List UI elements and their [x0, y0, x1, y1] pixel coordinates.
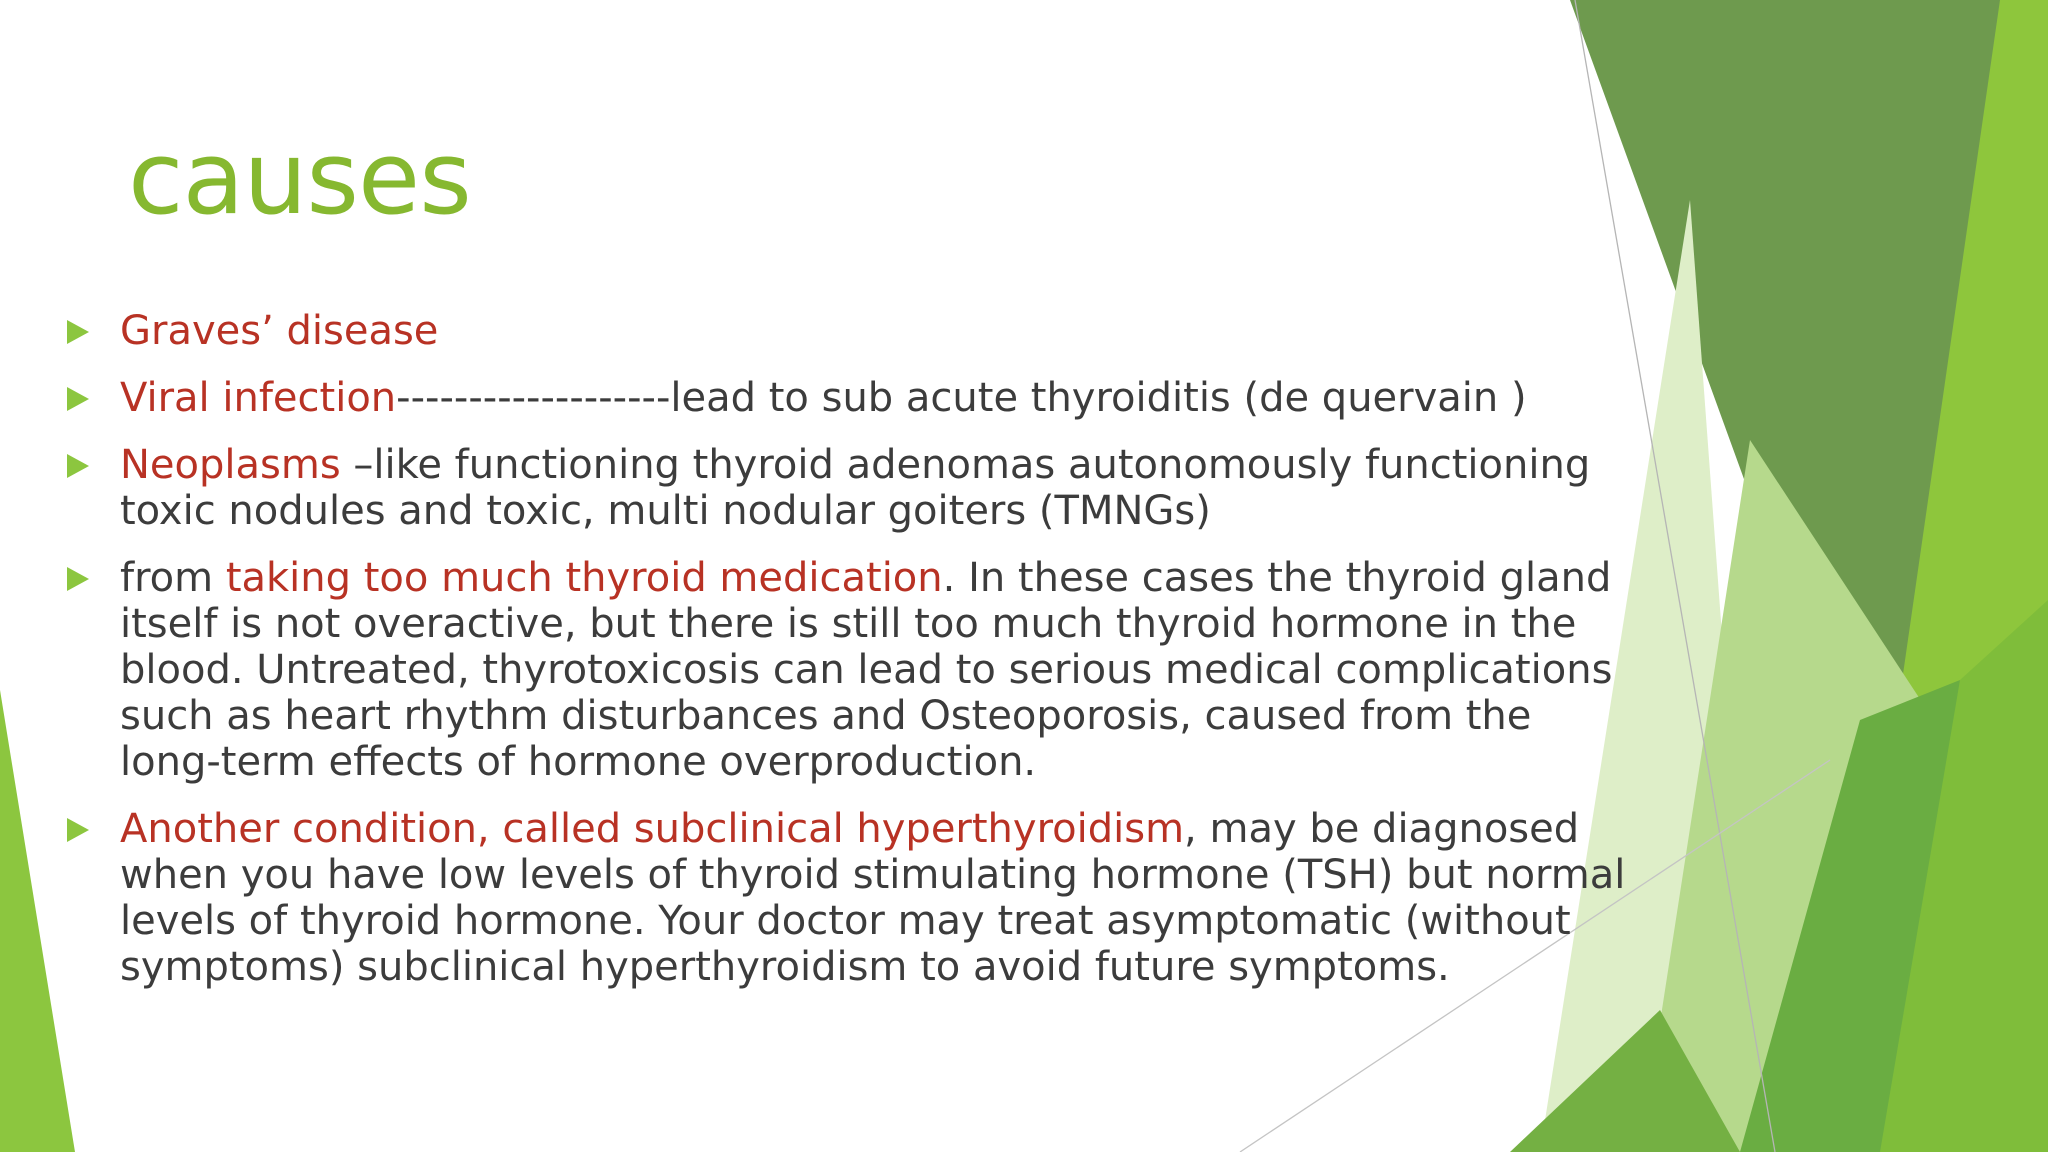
bullet-prefix: from — [120, 555, 226, 601]
bullet-highlight: Graves’ disease — [120, 308, 439, 354]
bullet-list — [64, 308, 1644, 1011]
bullet-text: -------------------lead to sub acute thyroiditis (de quervain ) — [396, 375, 1527, 421]
bullet-text: . In these cases the thyroid gland itself is not overactive, but there is still too much thyroid hormone in the blood. Untreated, thyrotoxicosis can lead to serious medical complications such as heart rhythm disturbances and Osteoporosis, caused from the long-term effects of hormone overproduction. — [120, 555, 1613, 785]
bullet-text: –like functioning thyroid adenomas autonomously functioning toxic nodules and toxic, multi nodular goiters (TMNGs) — [120, 442, 1591, 534]
bullet-arrow-icon — [67, 454, 89, 478]
bullet-highlight: Another condition, called subclinical hyperthyroidism — [120, 806, 1185, 852]
bullet-arrow-icon — [67, 387, 89, 411]
bullet-highlight: taking too much thyroid medication — [225, 555, 943, 601]
bullet-neoplasms — [64, 442, 1644, 534]
bullet-subclinical-hyperthyroidism — [64, 806, 1644, 990]
bullet-thyroid-medication — [64, 555, 1644, 785]
bullet-graves-disease — [64, 308, 1644, 354]
bullet-highlight: Neoplasms — [120, 442, 341, 488]
bullet-arrow-icon — [67, 320, 89, 344]
slide-title: causes — [128, 119, 471, 237]
bullet-arrow-icon — [67, 567, 89, 591]
bullet-text: , may be diagnosed when you have low levels of thyroid stimulating hormone (TSH) but normal levels of thyroid hormone. Your doctor may treat asymptomatic (without symptoms) subclinical hyperthyroidism to avoid future symptoms. — [120, 806, 1626, 990]
bullet-viral-infection — [64, 375, 1644, 421]
bullet-highlight: Viral infection — [120, 375, 397, 421]
bullet-arrow-icon — [67, 818, 89, 842]
